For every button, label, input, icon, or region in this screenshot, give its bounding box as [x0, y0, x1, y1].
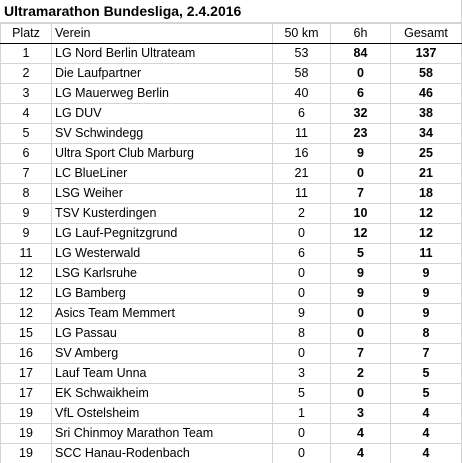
cell-50km[interactable]: 0 — [273, 264, 331, 284]
table-row — [1, 384, 462, 404]
table-row — [1, 144, 462, 164]
cell-platz[interactable]: 5 — [1, 124, 52, 144]
cell-6h[interactable]: 3 — [331, 404, 391, 424]
cell-gesamt[interactable]: 9 — [391, 284, 462, 304]
table-row — [1, 444, 462, 463]
table-row — [1, 44, 462, 64]
cell-50km[interactable]: 1 — [273, 404, 331, 424]
table-row — [1, 204, 462, 224]
cell-verein[interactable]: Die Laufpartner — [52, 64, 273, 84]
cell-gesamt[interactable]: 12 — [391, 204, 462, 224]
cell-50km[interactable]: 58 — [273, 64, 331, 84]
table-row — [1, 404, 462, 424]
cell-50km[interactable]: 3 — [273, 364, 331, 384]
cell-gesamt[interactable]: 5 — [391, 384, 462, 404]
cell-gesamt[interactable]: 8 — [391, 324, 462, 344]
table-row — [1, 304, 462, 324]
cell-platz[interactable]: 9 — [1, 204, 52, 224]
cell-gesamt[interactable]: 137 — [391, 44, 462, 64]
cell-platz[interactable]: 8 — [1, 184, 52, 204]
cell-50km[interactable]: 0 — [273, 424, 331, 444]
header-50km[interactable]: 50 km — [273, 24, 331, 44]
cell-platz[interactable]: 4 — [1, 104, 52, 124]
cell-50km[interactable]: 11 — [273, 124, 331, 144]
header-verein[interactable]: Verein — [52, 24, 273, 44]
header-gesamt[interactable]: Gesamt — [391, 24, 462, 44]
cell-gesamt[interactable]: 4 — [391, 444, 462, 463]
cell-platz[interactable]: 1 — [1, 44, 52, 64]
table-row — [1, 244, 462, 264]
table-row — [1, 164, 462, 184]
cell-platz[interactable]: 9 — [1, 224, 52, 244]
cell-6h[interactable]: 4 — [331, 444, 391, 463]
table-row — [1, 424, 462, 444]
sheet-title[interactable]: Ultramarathon Bundesliga, 2.4.2016 — [0, 0, 462, 23]
cell-gesamt[interactable]: 25 — [391, 144, 462, 164]
header-row — [1, 24, 462, 44]
cell-gesamt[interactable]: 9 — [391, 304, 462, 324]
cell-gesamt[interactable]: 34 — [391, 124, 462, 144]
cell-platz[interactable]: 11 — [1, 244, 52, 264]
cell-gesamt[interactable]: 9 — [391, 264, 462, 284]
header-6h[interactable]: 6h — [331, 24, 391, 44]
cell-gesamt[interactable]: 11 — [391, 244, 462, 264]
cell-50km[interactable]: 6 — [273, 244, 331, 264]
cell-gesamt[interactable]: 4 — [391, 404, 462, 424]
cell-verein[interactable]: LSG Weiher — [52, 184, 273, 204]
cell-6h[interactable]: 84 — [331, 44, 391, 64]
cell-platz[interactable]: 19 — [1, 444, 52, 463]
cell-platz[interactable]: 12 — [1, 304, 52, 324]
cell-6h[interactable]: 23 — [331, 124, 391, 144]
cell-6h[interactable]: 0 — [331, 164, 391, 184]
cell-6h[interactable]: 7 — [331, 184, 391, 204]
cell-50km[interactable]: 40 — [273, 84, 331, 104]
cell-platz[interactable]: 15 — [1, 324, 52, 344]
cell-platz[interactable]: 19 — [1, 424, 52, 444]
cell-6h[interactable]: 0 — [331, 324, 391, 344]
cell-verein[interactable]: LG Bamberg — [52, 284, 273, 304]
table-row — [1, 324, 462, 344]
cell-gesamt[interactable]: 12 — [391, 224, 462, 244]
cell-verein[interactable]: LG DUV — [52, 104, 273, 124]
table-row — [1, 224, 462, 244]
cell-gesamt[interactable]: 21 — [391, 164, 462, 184]
table-body — [1, 44, 462, 463]
cell-platz[interactable]: 7 — [1, 164, 52, 184]
cell-gesamt[interactable]: 58 — [391, 64, 462, 84]
cell-platz[interactable]: 17 — [1, 384, 52, 404]
cell-50km[interactable]: 6 — [273, 104, 331, 124]
cell-platz[interactable]: 16 — [1, 344, 52, 364]
cell-gesamt[interactable]: 38 — [391, 104, 462, 124]
cell-verein[interactable]: TSV Kusterdingen — [52, 204, 273, 224]
cell-verein[interactable]: LC BlueLiner — [52, 164, 273, 184]
cell-platz[interactable]: 6 — [1, 144, 52, 164]
cell-verein[interactable]: SV Amberg — [52, 344, 273, 364]
cell-verein[interactable]: LG Nord Berlin Ultrateam — [52, 44, 273, 64]
cell-platz[interactable]: 3 — [1, 84, 52, 104]
cell-gesamt[interactable]: 4 — [391, 424, 462, 444]
cell-platz[interactable]: 12 — [1, 264, 52, 284]
cell-6h[interactable]: 0 — [331, 64, 391, 84]
cell-verein[interactable]: Sri Chinmoy Marathon Team — [52, 424, 273, 444]
cell-50km[interactable]: 2 — [273, 204, 331, 224]
cell-platz[interactable]: 12 — [1, 284, 52, 304]
cell-gesamt[interactable]: 18 — [391, 184, 462, 204]
cell-6h[interactable]: 9 — [331, 264, 391, 284]
cell-gesamt[interactable]: 5 — [391, 364, 462, 384]
table-row — [1, 284, 462, 304]
cell-50km[interactable]: 5 — [273, 384, 331, 404]
cell-verein[interactable]: LSG Karlsruhe — [52, 264, 273, 284]
cell-verein[interactable]: SV Schwindegg — [52, 124, 273, 144]
cell-6h[interactable]: 9 — [331, 284, 391, 304]
cell-50km[interactable]: 21 — [273, 164, 331, 184]
cell-50km[interactable]: 9 — [273, 304, 331, 324]
cell-6h[interactable]: 9 — [331, 144, 391, 164]
table-row — [1, 124, 462, 144]
cell-6h[interactable]: 6 — [331, 84, 391, 104]
cell-6h[interactable]: 5 — [331, 244, 391, 264]
cell-gesamt[interactable]: 46 — [391, 84, 462, 104]
cell-50km[interactable]: 8 — [273, 324, 331, 344]
cell-50km[interactable]: 0 — [273, 344, 331, 364]
cell-50km[interactable]: 0 — [273, 444, 331, 463]
cell-verein[interactable]: VfL Ostelsheim — [52, 404, 273, 424]
header-platz[interactable]: Platz — [1, 24, 52, 44]
cell-6h[interactable]: 12 — [331, 224, 391, 244]
cell-verein[interactable]: Asics Team Memmert — [52, 304, 273, 324]
table-row — [1, 64, 462, 84]
cell-6h[interactable]: 0 — [331, 384, 391, 404]
cell-gesamt[interactable]: 7 — [391, 344, 462, 364]
table-row — [1, 364, 462, 384]
cell-verein[interactable]: EK Schwaikheim — [52, 384, 273, 404]
cell-6h[interactable]: 10 — [331, 204, 391, 224]
cell-50km[interactable]: 16 — [273, 144, 331, 164]
cell-verein[interactable]: Lauf Team Unna — [52, 364, 273, 384]
cell-6h[interactable]: 4 — [331, 424, 391, 444]
cell-verein[interactable]: LG Lauf-Pegnitzgrund — [52, 224, 273, 244]
table-row — [1, 344, 462, 364]
standings-table — [0, 23, 462, 463]
cell-50km[interactable]: 0 — [273, 224, 331, 244]
cell-6h[interactable]: 32 — [331, 104, 391, 124]
table-row — [1, 264, 462, 284]
cell-50km[interactable]: 0 — [273, 284, 331, 304]
cell-6h[interactable]: 7 — [331, 344, 391, 364]
table-row — [1, 104, 462, 124]
cell-50km[interactable]: 53 — [273, 44, 331, 64]
cell-platz[interactable]: 19 — [1, 404, 52, 424]
cell-verein[interactable]: SCC Hanau-Rodenbach — [52, 444, 273, 463]
cell-platz[interactable]: 2 — [1, 64, 52, 84]
cell-verein[interactable]: LG Passau — [52, 324, 273, 344]
cell-platz[interactable]: 17 — [1, 364, 52, 384]
table-row — [1, 84, 462, 104]
cell-verein[interactable]: Ultra Sport Club Marburg — [52, 144, 273, 164]
cell-verein[interactable]: LG Westerwald — [52, 244, 273, 264]
table-row — [1, 184, 462, 204]
cell-verein[interactable]: LG Mauerweg Berlin — [52, 84, 273, 104]
cell-50km[interactable]: 11 — [273, 184, 331, 204]
cell-6h[interactable]: 2 — [331, 364, 391, 384]
cell-6h[interactable]: 0 — [331, 304, 391, 324]
